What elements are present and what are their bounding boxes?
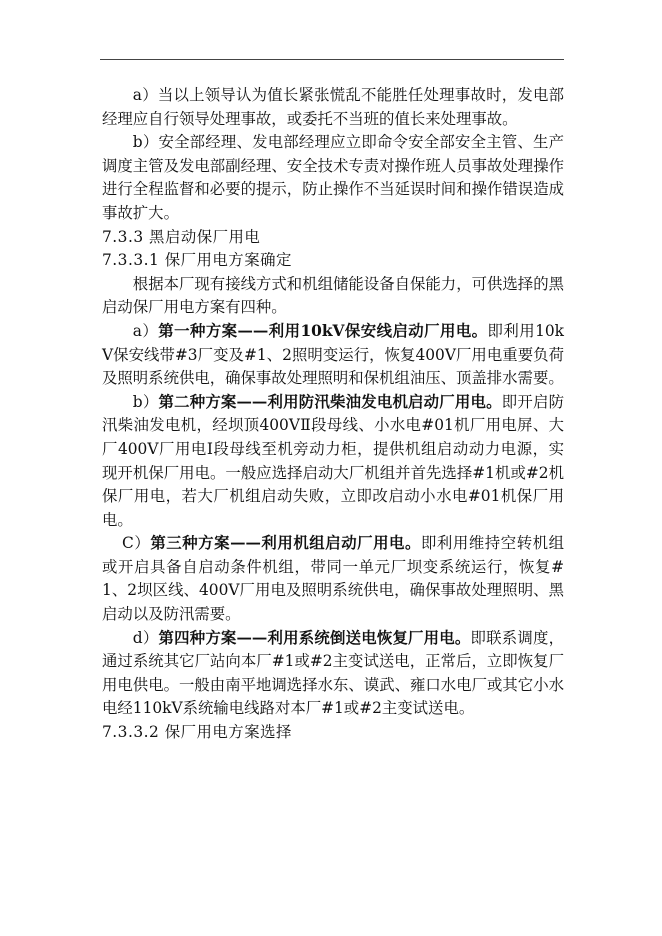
paragraph-intro-four-plans: 根据本厂现有接线方式和机组储能设备自保能力，可供选择的黑启动保厂用电方案有四种。 bbox=[102, 274, 564, 317]
document-body bbox=[102, 84, 564, 745]
plan-four-prefix: d） bbox=[132, 628, 159, 647]
plan-one-title: 第一种方案——利用10kV保安线启动厂用电。 bbox=[158, 321, 488, 340]
header-rule bbox=[100, 59, 564, 60]
plan-three-title: 第三种方案——利用机组启动厂用电。 bbox=[150, 534, 421, 553]
paragraph-plan-four bbox=[102, 627, 564, 721]
section-heading-7-3-3-2: 7.3.3.2 保厂用电方案选择 bbox=[102, 723, 292, 742]
plan-one-body: 即利用10kV保安线带#3厂变及#1、2照明变运行，恢复400V厂用电重要负荷及照明系统供电，确保事故处理照明和保机组油压、顶盖排水需要。 bbox=[102, 321, 564, 388]
paragraph-plan-one bbox=[102, 320, 564, 391]
section-heading-7-3-3: 7.3.3 黑启动保厂用电 bbox=[102, 227, 261, 246]
plan-one-prefix: a） bbox=[132, 321, 159, 340]
plan-four-title: 第四种方案——利用系统倒送电恢复厂用电。 bbox=[158, 628, 471, 647]
paragraph-a-leadership: a）当以上领导认为值长紧张慌乱不能胜任处理事故时，发电部经理应自行领导处理事故，或委托不当班的值长来处理事故。 bbox=[102, 86, 564, 128]
section-heading-7-3-3-1: 7.3.3.1 保厂用电方案确定 bbox=[102, 251, 292, 270]
plan-three-body: 即利用维持空转机组或开启具备自启动条件机组，带同一单元厂坝变系统运行，恢复#1、2坝区线、400V厂用电及照明系统供电，确保事故处理照明、黑启动以及防汛需要。 bbox=[102, 534, 564, 624]
plan-two-title: 第二种方案——利用防汛柴油发电机启动厂用电。 bbox=[158, 392, 502, 411]
plan-four-body: 即联系调度，通过系统其它厂站向本厂#1或#2主变试送电，正常后，立即恢复厂用电供电。一般由南平地调选择水东、谟武、雍口水电厂或其它小水电经110kV系统输电线路对本厂#1或#2主变试送电。 bbox=[102, 628, 564, 718]
plan-two-prefix: b） bbox=[132, 392, 159, 411]
paragraph-b-supervision: b）安全部经理、发电部经理应立即命令安全部安全主管、生产调度主管及发电部副经理、安全技术专责对操作班人员事故处理操作进行全程监督和必要的提示，防止操作不当延误时间和操作错误造成事故扩大。 bbox=[102, 133, 564, 222]
plan-three-prefix: C） bbox=[122, 534, 151, 553]
paragraph-plan-two bbox=[102, 391, 564, 533]
plan-two-body: 即开启防汛柴油发电机，经坝顶400VⅡ段母线、小水电#01机厂用电屏、大厂400V厂用电Ⅰ段母线至机旁动力柜，提供机组启动动力电源，实现开机保厂用电。一般应选择启动大厂机组并首先选择#1机或#2机保厂用电，若大厂机组启动失败，立即改启动小水电#01机保厂用电。 bbox=[102, 392, 564, 529]
paragraph-plan-three bbox=[102, 532, 564, 626]
